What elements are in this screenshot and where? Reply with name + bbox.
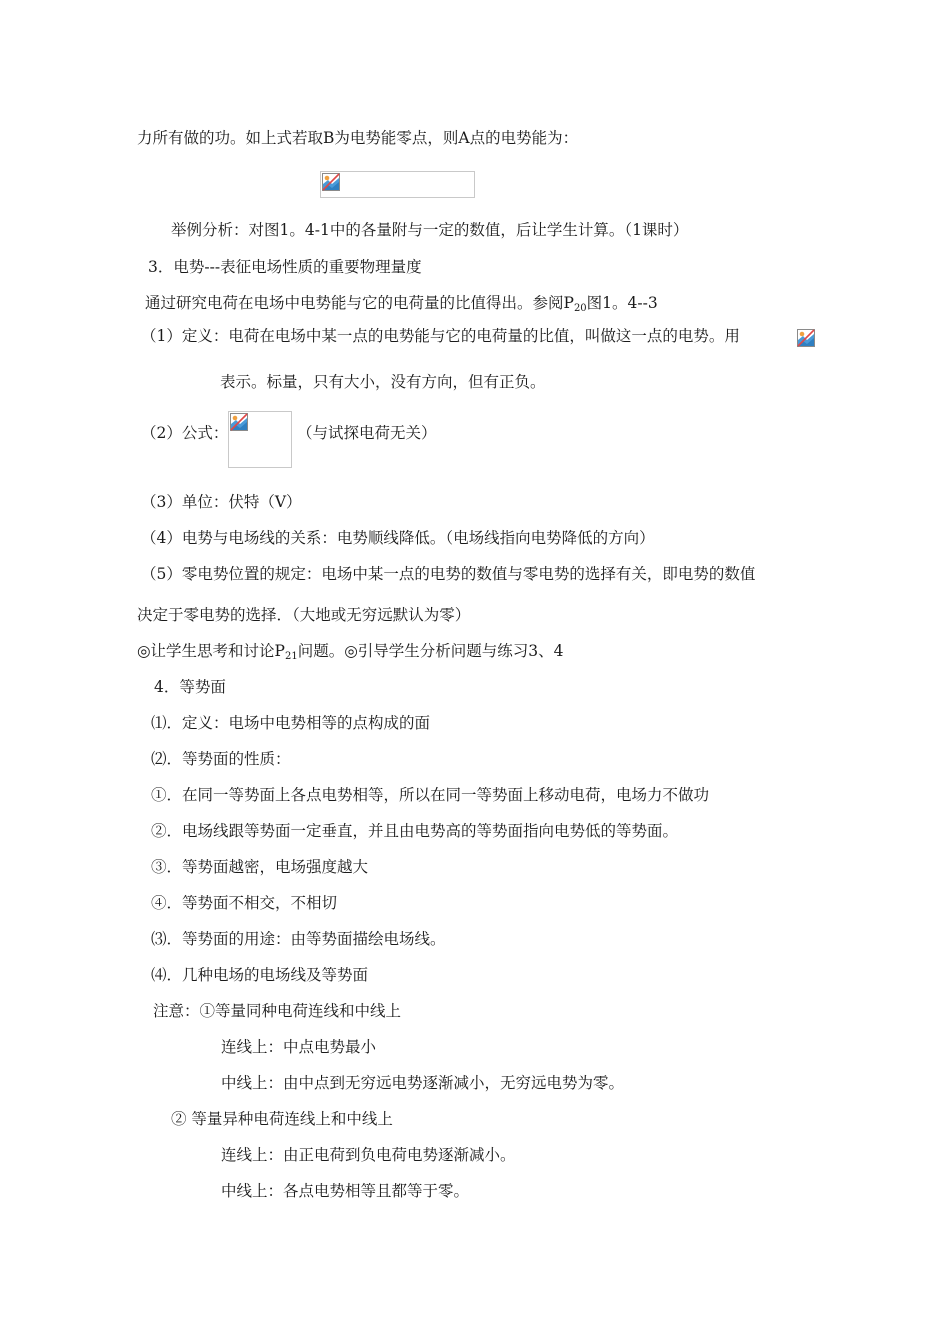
text-line: [137, 640, 563, 668]
text-line: ①．在同一等势面上各点电势相等，所以在同一等势面上移动电荷，电场力不做功: [151, 786, 710, 804]
text-segment: 图1。4--3: [586, 294, 658, 312]
text-line: 连线上：中点电势最小: [221, 1038, 377, 1056]
text-line: 中线上：由中点到无穷远电势逐渐减小，无穷远电势为零。: [221, 1074, 625, 1092]
text-line: 力所有做的功。如上式若取B为电势能零点，则A点的电势能为：: [137, 129, 579, 147]
text-segment: 问题。◎引导学生分析问题与练习3、4: [297, 642, 564, 660]
text-line: ⑶．等势面的用途：由等势面描绘电场线。: [151, 930, 446, 948]
text-line: ⑵．等势面的性质：: [151, 750, 291, 768]
text-line: ②．电场线跟等势面一定垂直，并且由电势高的等势面指向电势低的等势面。: [151, 822, 679, 840]
formula-image-placeholder: [228, 411, 292, 468]
text-segment: 通过研究电荷在电场中电势能与它的电荷量的比值得出。参阅P: [145, 294, 574, 312]
text-line: ④．等势面不相交，不相切: [151, 894, 338, 912]
text-line: 举例分析：对图1。4-1中的各量附与一定的数值，后让学生计算。（1课时）: [171, 221, 689, 239]
broken-image-icon: [797, 329, 815, 347]
text-line: 决定于零电势的选择．（大地或无穷远默认为零）: [137, 606, 471, 624]
text-line: ③．等势面越密，电场强度越大: [151, 858, 369, 876]
section-heading: 3．电势---表征电场性质的重要物理量度: [148, 258, 422, 276]
text-line: （5）零电势位置的规定：电场中某一点的电势的数值与零电势的选择有关，即电势的数值: [141, 565, 756, 583]
text-line: [145, 292, 658, 320]
text-line: ② 等量异种电荷连线上和中线上: [171, 1110, 393, 1128]
text-line: 中线上：各点电势相等且都等于零。: [221, 1182, 470, 1200]
text-line: ⑷．几种电场的电场线及等势面: [151, 966, 369, 984]
subscript: 21: [284, 651, 298, 662]
section-heading: 4．等势面: [154, 678, 226, 696]
subscript: 20: [573, 303, 587, 314]
text-line: ⑴．定义：电场中电势相等的点构成的面: [151, 714, 431, 732]
text-line: （与试探电荷无关）: [297, 424, 437, 442]
text-line: （2）公式：: [141, 424, 229, 442]
text-line: （4）电势与电场线的关系：电势顺线降低。（电场线指向电势降低的方向）: [141, 529, 655, 547]
text-line: 注意：①等量同种电荷连线和中线上: [153, 1002, 402, 1020]
broken-image-icon: [322, 173, 340, 191]
broken-image-icon: [230, 413, 248, 431]
text-line: 连线上：由正电荷到负电荷电势逐渐减小。: [221, 1146, 516, 1164]
text-line: （1）定义：电荷在电场中某一点的电势能与它的电荷量的比值，叫做这一点的电势。用: [141, 327, 740, 345]
text-line: （3）单位：伏特（V）: [141, 493, 302, 511]
symbol-image-placeholder: [797, 329, 815, 347]
text-segment: ◎让学生思考和讨论P: [137, 642, 285, 660]
formula-image-placeholder: [320, 171, 475, 198]
text-line: 表示。标量，只有大小，没有方向，但有正负。: [220, 373, 546, 391]
